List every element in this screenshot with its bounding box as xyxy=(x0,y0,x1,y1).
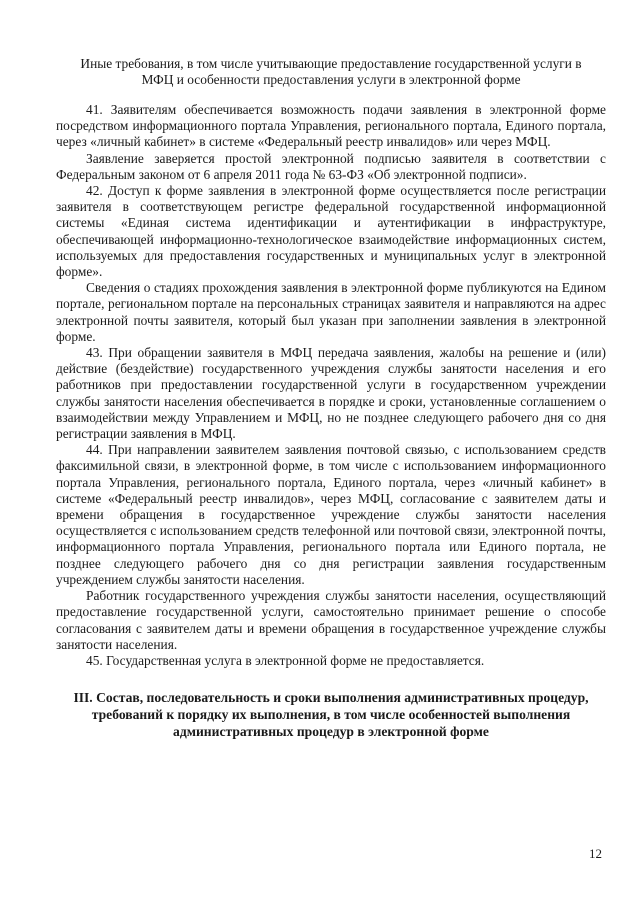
paragraph-signature: Заявление заверяется простой электронной подписью заявителя в соответствии с Федеральным законом от 6 апреля 2011 года № 63-ФЗ «Об электронной подписи». xyxy=(56,150,606,182)
paragraph-44: 44. При направлении заявителем заявления почтовой связью, с использованием средств факсимильной связи, в электронной форме, в том числе с использованием информационного портала Управления, регионального портала, Единого портала, через «личный кабинет» в системе «Федеральный реестр инвалидов», через МФЦ, согласование с заявителем даты и времени обращения в государственное учреждение службы занятости населения осуществляется с использованием средств телефонной или почтовой связи, электронной почты, информационного портала Управления, регионального портала или Единого портала, не позднее следующего рабочего дня со дня регистрации заявления государственным учреждением службы занятости населения. xyxy=(56,442,606,587)
paragraph-43: 43. При обращении заявителя в МФЦ передача заявления, жалобы на решение и (или) действие (бездействие) государственного учреждения службы занятости населения и его работников при предоставлении государственной услуги в государственном учреждении службы занятости населения обеспечивается в порядке и сроки, установленные соглашением о взаимодействии между Управлением и МФЦ, но не позднее следующего рабочего дня со дня регистрации заявления в МФЦ. xyxy=(56,345,606,442)
paragraph-status-info: Сведения о стадиях прохождения заявления в электронной форме публикуются на Едином портале, региональном портале на персональных страницах заявителя и направляются на адрес электронной почты заявителя, который был указан при заполнении заявления в электронной форме. xyxy=(56,280,606,344)
section-heading: Иные требования, в том числе учитывающие предоставление государственной услуги в МФЦ и особенности предоставления услуги в электронной форме xyxy=(80,56,582,87)
section-iii-title: III. Состав, последовательность и сроки выполнения административных процедур, требований к порядку их выполнения, в том числе особенностей выполнения административных процедур в электронной форме xyxy=(73,690,589,740)
paragraph-41: 41. Заявителям обеспечивается возможность подачи заявления в электронной форме посредством информационного портала Управления, регионального портала, Единого портала, через «личный кабинет» в системе «Федеральный реестр инвалидов» или через МФЦ. xyxy=(56,102,606,150)
paragraph-45: 45. Государственная услуга в электронной форме не предоставляется. xyxy=(86,652,485,668)
paragraph-42: 42. Доступ к форме заявления в электронной форме осуществляется после регистрации заявителя в соответствующем регистре федеральной государственной информационной системы «Единая система идентификации и аутентификации в инфраструктуре, обеспечивающей информационно-технологическое взаимодействие информационных систем, используемых для предоставления государственных и муниципальных услуг в электронной форме». xyxy=(56,183,606,280)
page-number: 12 xyxy=(589,846,602,861)
paragraph-worker: Работник государственного учреждения службы занятости населения, осуществляющий предоставление государственной услуги, самостоятельно принимает решение о способе согласования с заявителем даты и времени обращения в государственное учреждение службы занятости населения. xyxy=(56,588,606,652)
